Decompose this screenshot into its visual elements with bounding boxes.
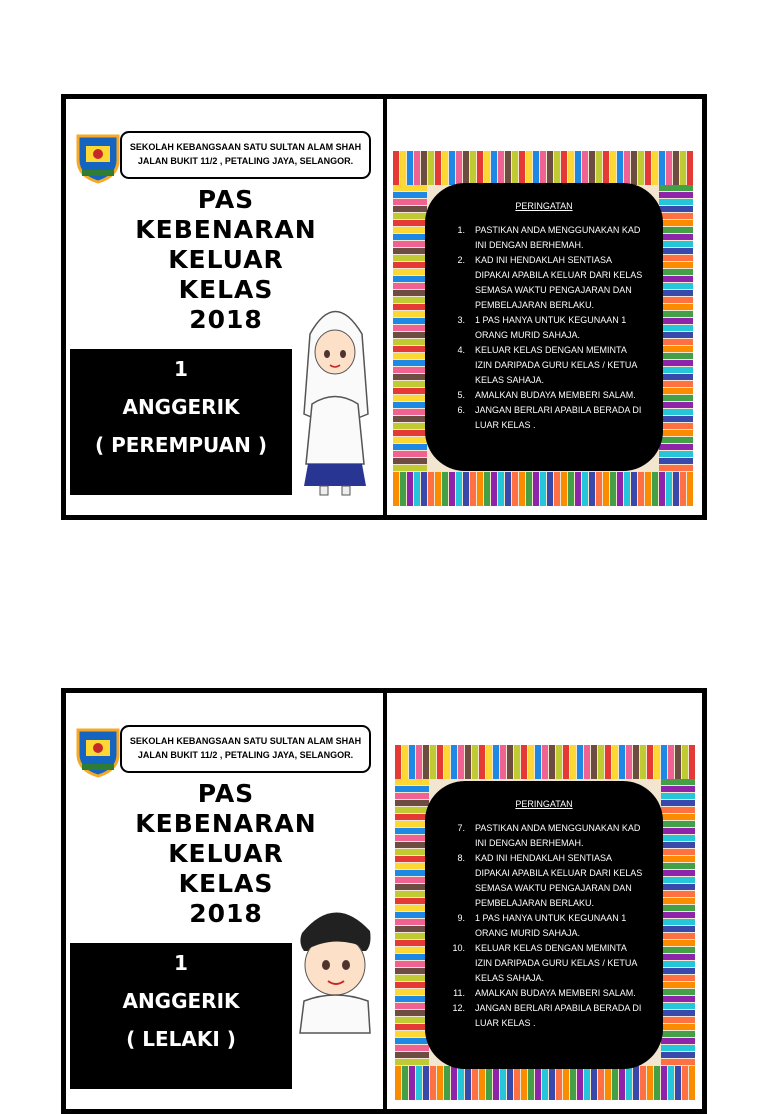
title-line: PAS xyxy=(197,779,255,808)
card-front xyxy=(66,99,383,515)
school-crest-icon xyxy=(74,726,122,778)
rule-number: 3. xyxy=(457,315,465,325)
title-year: 2018 xyxy=(189,305,263,334)
rule-item xyxy=(447,223,643,253)
girl-student-icon xyxy=(290,294,380,499)
rule-number: 6. xyxy=(457,405,465,415)
rule-text: JANGAN BERLARI APABILA BERADA DI LUAR KELAS . xyxy=(475,405,642,430)
rule-item xyxy=(447,253,643,313)
rule-text: 1 PAS HANYA UNTUK KEGUNAAN 1 ORANG MURID SAHAJA. xyxy=(475,913,627,938)
card-back xyxy=(387,693,702,1109)
title-year: 2018 xyxy=(189,899,263,928)
title-line: PAS xyxy=(197,185,255,214)
card-back xyxy=(387,99,702,515)
rule-number: 4. xyxy=(457,345,465,355)
rules-list xyxy=(425,821,663,1031)
rule-item xyxy=(447,851,643,911)
title-line: KELUAR xyxy=(168,245,284,274)
school-name: SEKOLAH KEBANGSAAN SATU SULTAN ALAM SHAH xyxy=(129,736,362,746)
class-number: 1 xyxy=(174,951,188,975)
rule-number: 5. xyxy=(457,390,465,400)
title-line: KELUAR xyxy=(168,839,284,868)
notice-heading: PERINGATAN xyxy=(515,799,573,809)
rule-text: AMALKAN BUDAYA MEMBERI SALAM. xyxy=(475,988,636,998)
class-gender: ( PEREMPUAN ) xyxy=(95,433,267,457)
class-name: ANGGERIK xyxy=(122,989,240,1013)
school-address-box xyxy=(120,131,371,179)
school-address-box xyxy=(120,725,371,773)
class-gender: ( LELAKI ) xyxy=(126,1027,236,1051)
rule-number: 12. xyxy=(452,1003,465,1013)
exit-pass-card-boy xyxy=(61,688,707,1114)
class-box xyxy=(70,349,292,495)
rule-item xyxy=(447,911,643,941)
class-number: 1 xyxy=(174,357,188,381)
rule-text: JANGAN BERLARI APABILA BERADA DI LUAR KELAS . xyxy=(475,1003,642,1028)
rule-item xyxy=(447,388,643,403)
rule-text: PASTIKAN ANDA MENGGUNAKAN KAD INI DENGAN BERHEMAH. xyxy=(475,225,641,250)
notice-panel xyxy=(425,183,663,471)
rule-number: 2. xyxy=(457,255,465,265)
rule-text: 1 PAS HANYA UNTUK KEGUNAAN 1 ORANG MURID SAHAJA. xyxy=(475,315,627,340)
rule-text: AMALKAN BUDAYA MEMBERI SALAM. xyxy=(475,390,636,400)
notice-panel xyxy=(425,781,663,1069)
title-line: KEBENARAN xyxy=(135,215,317,244)
rules-list xyxy=(425,223,663,433)
notice-heading: PERINGATAN xyxy=(515,201,573,211)
title-line: KELAS xyxy=(178,869,274,898)
rule-item xyxy=(447,313,643,343)
title-line: KEBENARAN xyxy=(135,809,317,838)
exit-pass-card-girl xyxy=(61,94,707,520)
rule-text: KELUAR KELAS DENGAN MEMINTA IZIN DARIPADA GURU KELAS / KETUA KELAS SAHAJA. xyxy=(475,345,637,385)
school-name: SEKOLAH KEBANGSAAN SATU SULTAN ALAM SHAH xyxy=(129,142,362,152)
title-line: KELAS xyxy=(178,275,274,304)
rule-item xyxy=(447,821,643,851)
rule-item xyxy=(447,941,643,986)
rule-item xyxy=(447,1001,643,1031)
rule-item xyxy=(447,986,643,1001)
card-front xyxy=(66,693,383,1109)
rule-text: PASTIKAN ANDA MENGGUNAKAN KAD INI DENGAN BERHEMAH. xyxy=(475,823,641,848)
boy-student-icon xyxy=(290,893,380,1098)
school-crest-icon xyxy=(74,132,122,184)
class-box xyxy=(70,943,292,1089)
rule-number: 1. xyxy=(457,225,465,235)
school-address: JALAN BUKIT 11/2 , PETALING JAYA, SELANGOR. xyxy=(137,156,354,166)
class-name: ANGGERIK xyxy=(122,395,240,419)
school-address: JALAN BUKIT 11/2 , PETALING JAYA, SELANGOR. xyxy=(137,750,354,760)
rule-number: 8. xyxy=(457,853,465,863)
rule-item xyxy=(447,403,643,433)
rule-number: 11. xyxy=(453,988,465,998)
rule-number: 9. xyxy=(457,913,465,923)
rule-item xyxy=(447,343,643,388)
rule-number: 7. xyxy=(457,823,465,833)
rule-text: KAD INI HENDAKLAH SENTIASA DIPAKAI APABILA KELUAR DARI KELAS SEMASA WAKTU PENGAJARAN DAN PEMBELAJARAN BERLAKU. xyxy=(475,255,643,310)
rule-text: KAD INI HENDAKLAH SENTIASA DIPAKAI APABILA KELUAR DARI KELAS SEMASA WAKTU PENGAJARAN DAN PEMBELAJARAN BERLAKU. xyxy=(475,853,643,908)
rule-number: 10. xyxy=(452,943,465,953)
rule-text: KELUAR KELAS DENGAN MEMINTA IZIN DARIPADA GURU KELAS / KETUA KELAS SAHAJA. xyxy=(475,943,637,983)
